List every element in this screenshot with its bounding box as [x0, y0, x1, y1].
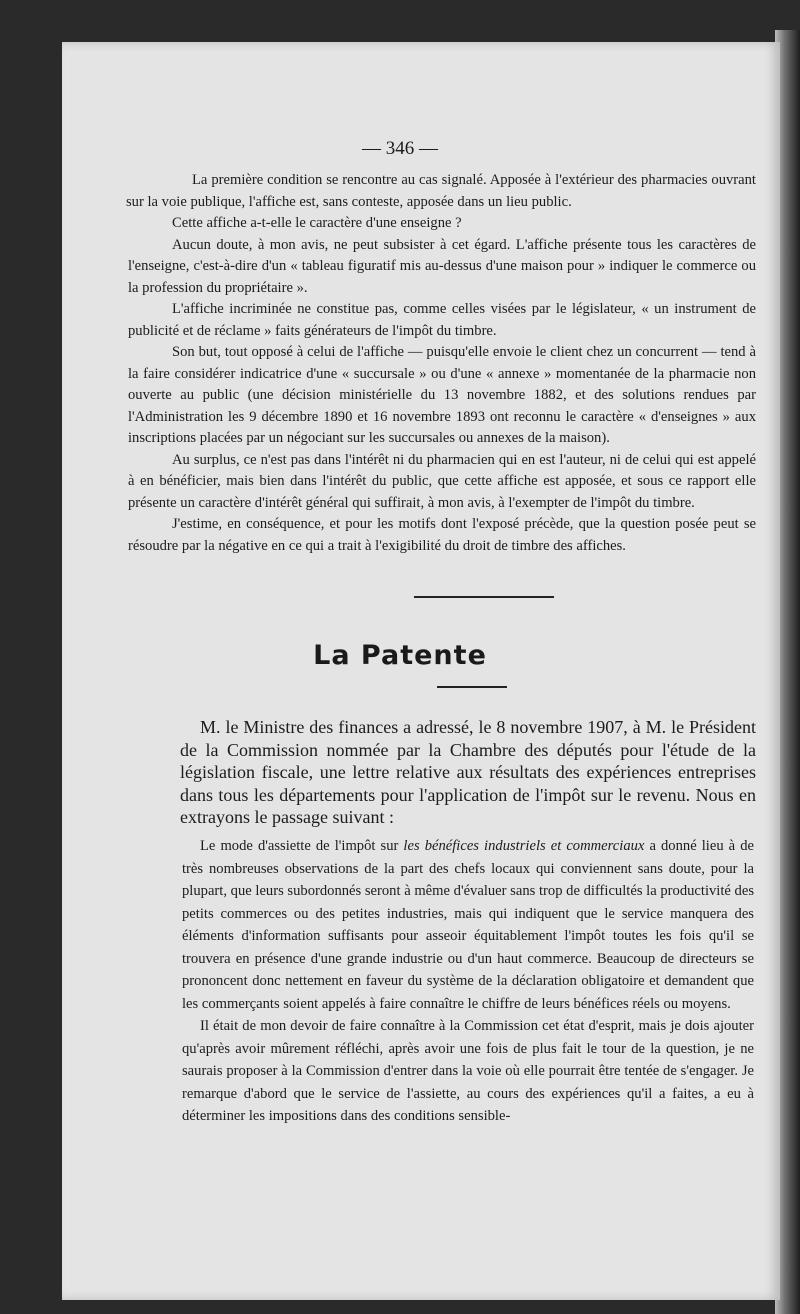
paragraph: La première condition se rencontre au cas signalé. Apposée à l'extérieur des pharmacies ouvrant sur la voie publique, l'affiche est, sans conteste, apposée dans un lieu public.	[126, 172, 756, 210]
intro-section	[180, 716, 756, 829]
paragraph: Aucun doute, à mon avis, ne peut subsister à cet égard. L'affiche présente tous les caractères de l'enseigne, c'est-à-dire d'un « tableau figuratif mis au-dessus d'une maison pour » indiquer le commerce ou la profession du propriétaire ».	[128, 236, 756, 296]
intro-paragraph: M. le Ministre des finances a adressé, le 8 novembre 1907, à M. le Président de la Commission nommée par la Chambre des députés pour l'étude de la législation fiscale, une lettre relative aux résultats des expériences entreprises dans tous les départements pour l'application de l'impôt sur le revenu. Nous en extrayons le passage suivant :	[180, 717, 756, 827]
quoted-letter	[182, 835, 754, 1128]
page-number: — 346 —	[362, 138, 438, 159]
paragraph: Au surplus, ce n'est pas dans l'intérêt ni du pharmacien qui en est l'auteur, ni de celui qui est appelé à en bénéficier, mais bien dans l'intérêt du public, que cette affiche est apposée, et sous ce rapport elle présente un caractère d'intérêt général qui suffirait, à mon avis, à l'exempter de l'impôt du timbre.	[128, 451, 756, 511]
quote-paragraph	[182, 835, 754, 1015]
quote-text: a donné lieu à de très nombreuses observations de la part des chefs locaux qui conviennent sans doute, pour la plupart, que leurs subordonnés seront à même d'évaluer sans trop de difficultés la productivité des petits commerces ou des petites industries, mais qui indiquent que le service manquera des éléments d'information suffisants pour asseoir équitablement l'impôt toutes les fois qu'il se trouvera en présence d'une grande industrie ou d'un haut commerce. Beaucoup de directeurs se prononcent donc nettement en faveur du système de la déclaration obligatoire et demandent que les commerçants soient appelés à faire connaître le chiffre de leurs bénéfices réels ou moyens.	[182, 838, 754, 1012]
section-divider	[414, 596, 554, 598]
section-title: La Patente	[313, 640, 487, 671]
paragraph: Cette affiche a-t-elle le caractère d'une enseigne ?	[172, 215, 462, 231]
quote-text: Le mode d'assiette de l'impôt sur	[200, 838, 404, 854]
top-section	[128, 170, 756, 557]
title-underline	[437, 686, 507, 688]
paragraph: Son but, tout opposé à celui de l'affiche — puisqu'elle envoie le client chez un concurrent — tend à la faire considérer indicatrice d'une « succursale » ou d'une « annexe » momentanée de la pharmacie non ouverte au public (une décision ministérielle du 13 novembre 1882, et des solutions rendues par l'Administration les 9 décembre 1890 et 16 novembre 1893 ont reconnu le caractère « d'enseignes » aux inscriptions placées par un négociant sur les succursales ou annexes de la maison).	[128, 344, 756, 446]
quote-paragraph: Il était de mon devoir de faire connaître à la Commission cet état d'esprit, mais je dois ajouter qu'après avoir mûrement réfléchi, après avoir une fois de plus fait le tour de la question, je ne saurais proposer à la Commission d'entrer dans la voie où elle pourrait être tentée de s'engager. Je remarque d'abord que le service de l'assiette, au cours des expériences qu'il a faites, a eu à déterminer les impositions dans des conditions sensible-	[182, 1018, 754, 1124]
paragraph: L'affiche incriminée ne constitue pas, comme celles visées par le législateur, « un instrument de publicité et de réclame » faits générateurs de l'impôt du timbre.	[128, 301, 756, 339]
quote-italic: les bénéfices industriels et commerciaux	[403, 838, 645, 854]
paragraph: J'estime, en conséquence, et pour les motifs dont l'exposé précède, que la question posée peut se résoudre par la négative en ce qui a trait à l'exigibilité du droit de timbre des affiches.	[128, 516, 756, 554]
